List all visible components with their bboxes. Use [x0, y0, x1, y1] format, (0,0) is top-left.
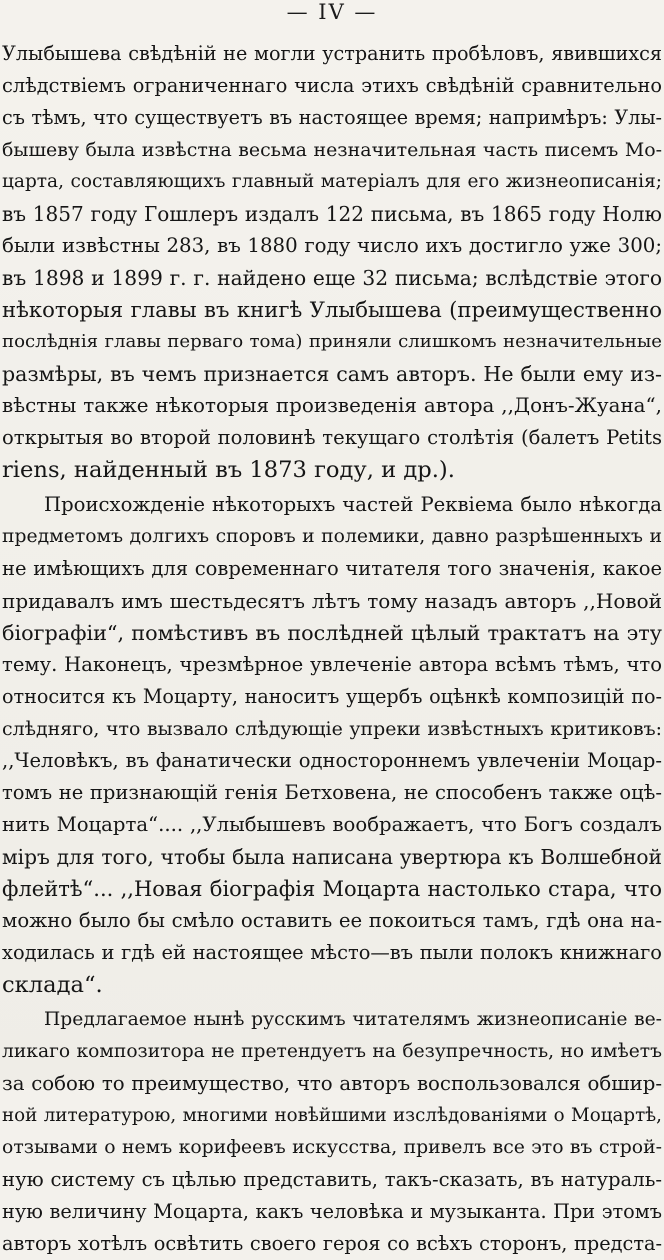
text-line: ликаго композитора не претендуетъ на безупречность, но имѣетъ: [2, 1041, 662, 1062]
text-line: были извѣстны 283, въ 1880 году число ихъ достигло уже 300;: [2, 234, 662, 257]
text-line: не имѣющихъ для современнаго читателя того значенія, какое: [2, 557, 662, 580]
text-line: riens, найденный въ 1873 году, и др.).: [2, 457, 455, 483]
paragraph-3: [2, 1004, 662, 1260]
text-line: царта, составляющихъ главный матеріалъ для его жизнеописанія;: [2, 171, 662, 192]
text-line: міръ для того, чтобы была написана увертюра къ Волшебной: [2, 845, 662, 869]
page-number: — IV —: [286, 0, 378, 24]
text-line: Происхожденіе нѣкоторыхъ частей Реквіема было нѣкогда: [44, 493, 662, 516]
text-line: тему. Наконецъ, чрезмѣрное увлеченіе автора всѣмъ тѣмъ, что: [2, 653, 662, 676]
text-line: придавалъ имъ шестьдесятъ лѣтъ тому назадъ авторъ ,,Новой: [2, 589, 662, 613]
text-line: вѣстны также нѣкоторыя произведенія автора ,,Донъ-Жуана“,: [2, 394, 662, 417]
text-line: за собою то преимущество, что авторъ воспользовался обшир-: [2, 1072, 662, 1095]
text-line: томъ не признающій генія Бетховена, не способенъ также оцѣ-: [2, 781, 662, 804]
text-line: относится къ Моцарту, наноситъ ущербъ оцѣнкѣ композицій по-: [2, 685, 662, 708]
text-line: открытыя во второй половинѣ текущаго столѣтія (балетъ Petits: [2, 426, 662, 449]
text-line: Предлагаемое нынѣ русскимъ читателямъ жизнеописаніе ве-: [44, 1009, 662, 1030]
text-line: можно было бы смѣло оставить ее покоиться тамъ, гдѣ она на-: [2, 909, 662, 932]
text-line: бышеву была извѣстна весьма незначительная часть писемъ Мо-: [2, 139, 662, 161]
text-line: ную величину Моцарта, какъ человѣка и музыканта. При этомъ: [2, 1200, 662, 1223]
text-line: ной литературою, многими новѣйшими изслѣдованіями о Моцартѣ,: [2, 1105, 662, 1126]
text-line: ,,Человѣкъ, въ фанатически одностороннемъ увлеченіи Моцар-: [2, 749, 662, 772]
body-text: [2, 38, 662, 1260]
text-line: нить Моцарта“.... ,,Улыбышевъ воображаетъ, что Богъ создалъ: [2, 813, 662, 836]
text-line: въ 1857 году Гошлеръ издалъ 122 письма, въ 1865 году Нолю: [2, 202, 662, 226]
text-line: слѣдняго, что вызвало слѣдующіе упреки извѣстныхъ критиковъ:: [2, 718, 662, 740]
text-line: флейтѣ“... ,,Новая біографія Моцарта настолько стара, что: [2, 876, 662, 901]
text-line: ходилась и гдѣ ей настоящее мѣсто—въ пыли полокъ книжнаго: [2, 941, 662, 964]
text-line: отзывами о немъ корифеевъ искусства, привелъ все это въ строй-: [2, 1137, 662, 1158]
text-line: нѣкоторыя главы въ книгѣ Улыбышева (преимущественно: [2, 297, 662, 322]
text-line: размѣры, въ чемъ признается самъ авторъ. Не были ему из-: [2, 362, 662, 386]
text-line: склада“.: [2, 972, 103, 998]
text-line: съ тѣмъ, что существуетъ въ настоящее время; напримѣръ: Улы-: [2, 106, 662, 129]
paragraph-2: [2, 489, 662, 1001]
text-line: Улыбышева свѣдѣній не могли устранить пробѣловъ, явившихся: [2, 42, 662, 65]
text-line: въ 1898 и 1899 г. г. найдено еще 32 письма; вслѣдствіе этого: [2, 266, 662, 290]
text-line: предметомъ долгихъ споровъ и полемики, давно разрѣшенныхъ и: [2, 526, 662, 547]
text-line: авторъ хотѣлъ освѣтить своего героя со всѣхъ сторонъ, предста-: [2, 1232, 662, 1255]
paragraph-1: [2, 38, 662, 486]
text-line: ную систему съ цѣлью представить, такъ-сказать, въ натураль-: [2, 1168, 662, 1191]
text-line: біографіи“, помѣстивъ въ послѣдней цѣлый трактатъ на эту: [2, 621, 662, 645]
text-line: слѣдствіемъ ограниченнаго числа этихъ свѣдѣній сравнительно: [2, 74, 662, 97]
text-line: послѣднія главы перваго тома) приняли слишкомъ незначительные: [2, 331, 662, 352]
